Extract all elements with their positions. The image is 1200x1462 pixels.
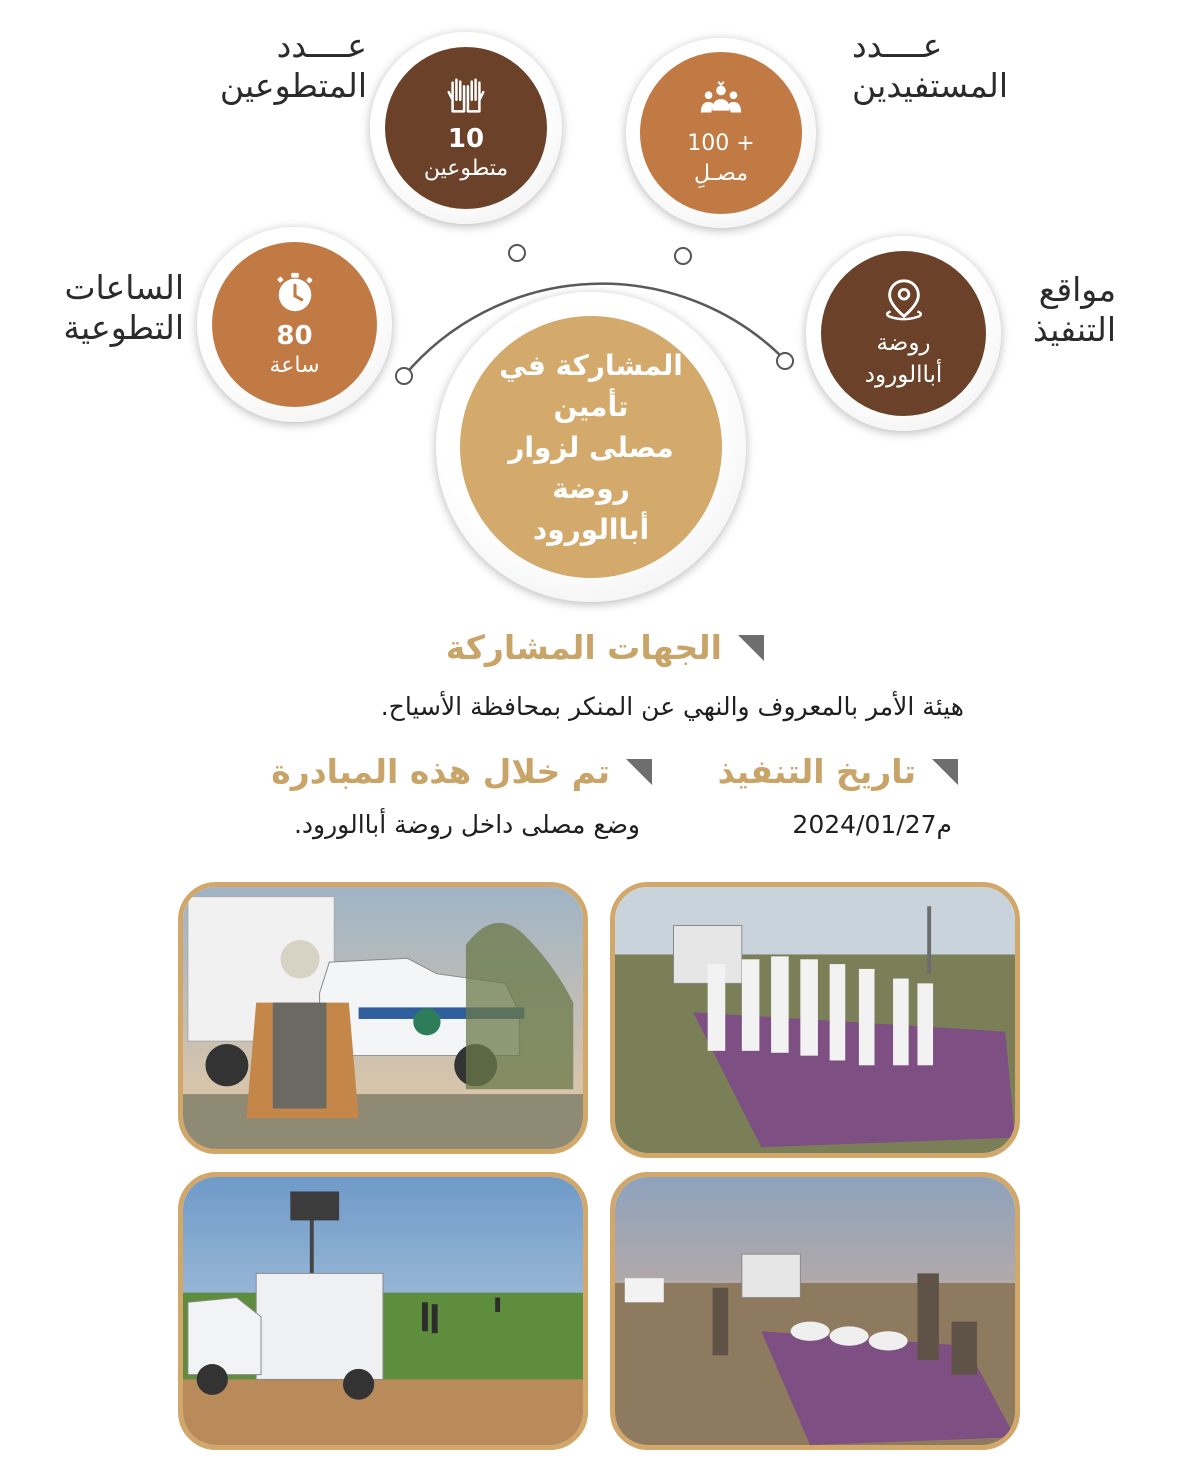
center-title-circle xyxy=(460,316,722,578)
photo-congregation-prayer xyxy=(610,882,1020,1158)
connector-dot xyxy=(776,352,794,370)
raised-hands-icon xyxy=(443,73,489,119)
photo-prayer-sunset xyxy=(610,1172,1020,1450)
volunteers-label: عــــدد المتطوعين xyxy=(219,26,367,105)
beneficiaries-value: 100 + xyxy=(687,131,755,156)
group-people-icon xyxy=(698,78,744,124)
triangle-bullet-icon xyxy=(626,759,652,785)
photo-patrol-vehicle xyxy=(178,882,588,1154)
participants-heading: الجهات المشاركة xyxy=(446,628,764,667)
beneficiaries-label: عــــدد المستفيدين xyxy=(852,26,1008,105)
clock-icon xyxy=(272,270,318,316)
volunteers-unit: متطوعين xyxy=(423,156,509,181)
locations-value-line2: أباالورود xyxy=(864,361,943,388)
connector-dot xyxy=(674,247,692,265)
triangle-bullet-icon xyxy=(932,759,958,785)
initiative-heading: تم خلال هذه المبادرة xyxy=(271,752,652,791)
hours-value: 80 xyxy=(276,320,313,351)
volunteers-value: 10 xyxy=(447,124,485,154)
date-heading: تاريخ التنفيذ xyxy=(718,752,958,791)
connector-dot xyxy=(508,244,526,262)
photo-solar-unit-vehicle xyxy=(178,1172,588,1450)
beneficiaries-stat xyxy=(640,52,802,214)
hours-label: الساعات التطوعية xyxy=(63,268,184,347)
hours-stat xyxy=(212,242,377,407)
date-text: 2024/01/27م xyxy=(792,810,952,839)
volunteers-stat xyxy=(385,47,547,209)
center-title: المشاركة في تأمين مصلى لزوار روضة أباالورود xyxy=(499,348,683,546)
triangle-bullet-icon xyxy=(738,635,764,661)
participants-text: هيئة الأمر بالمعروف والنهي عن المنكر بمحافظة الأسياح. xyxy=(380,692,964,721)
locations-value-line1: روضة xyxy=(876,329,931,356)
beneficiaries-unit: مصـلِ xyxy=(694,161,748,186)
locations-stat xyxy=(821,251,986,416)
initiative-text: وضع مصلى داخل روضة أباالورود. xyxy=(293,810,640,839)
locations-label: مواقع التنفيذ xyxy=(1032,270,1116,349)
hours-unit: ساعة xyxy=(269,352,320,378)
connector-dot xyxy=(395,367,413,385)
location-pin-icon xyxy=(881,277,927,323)
